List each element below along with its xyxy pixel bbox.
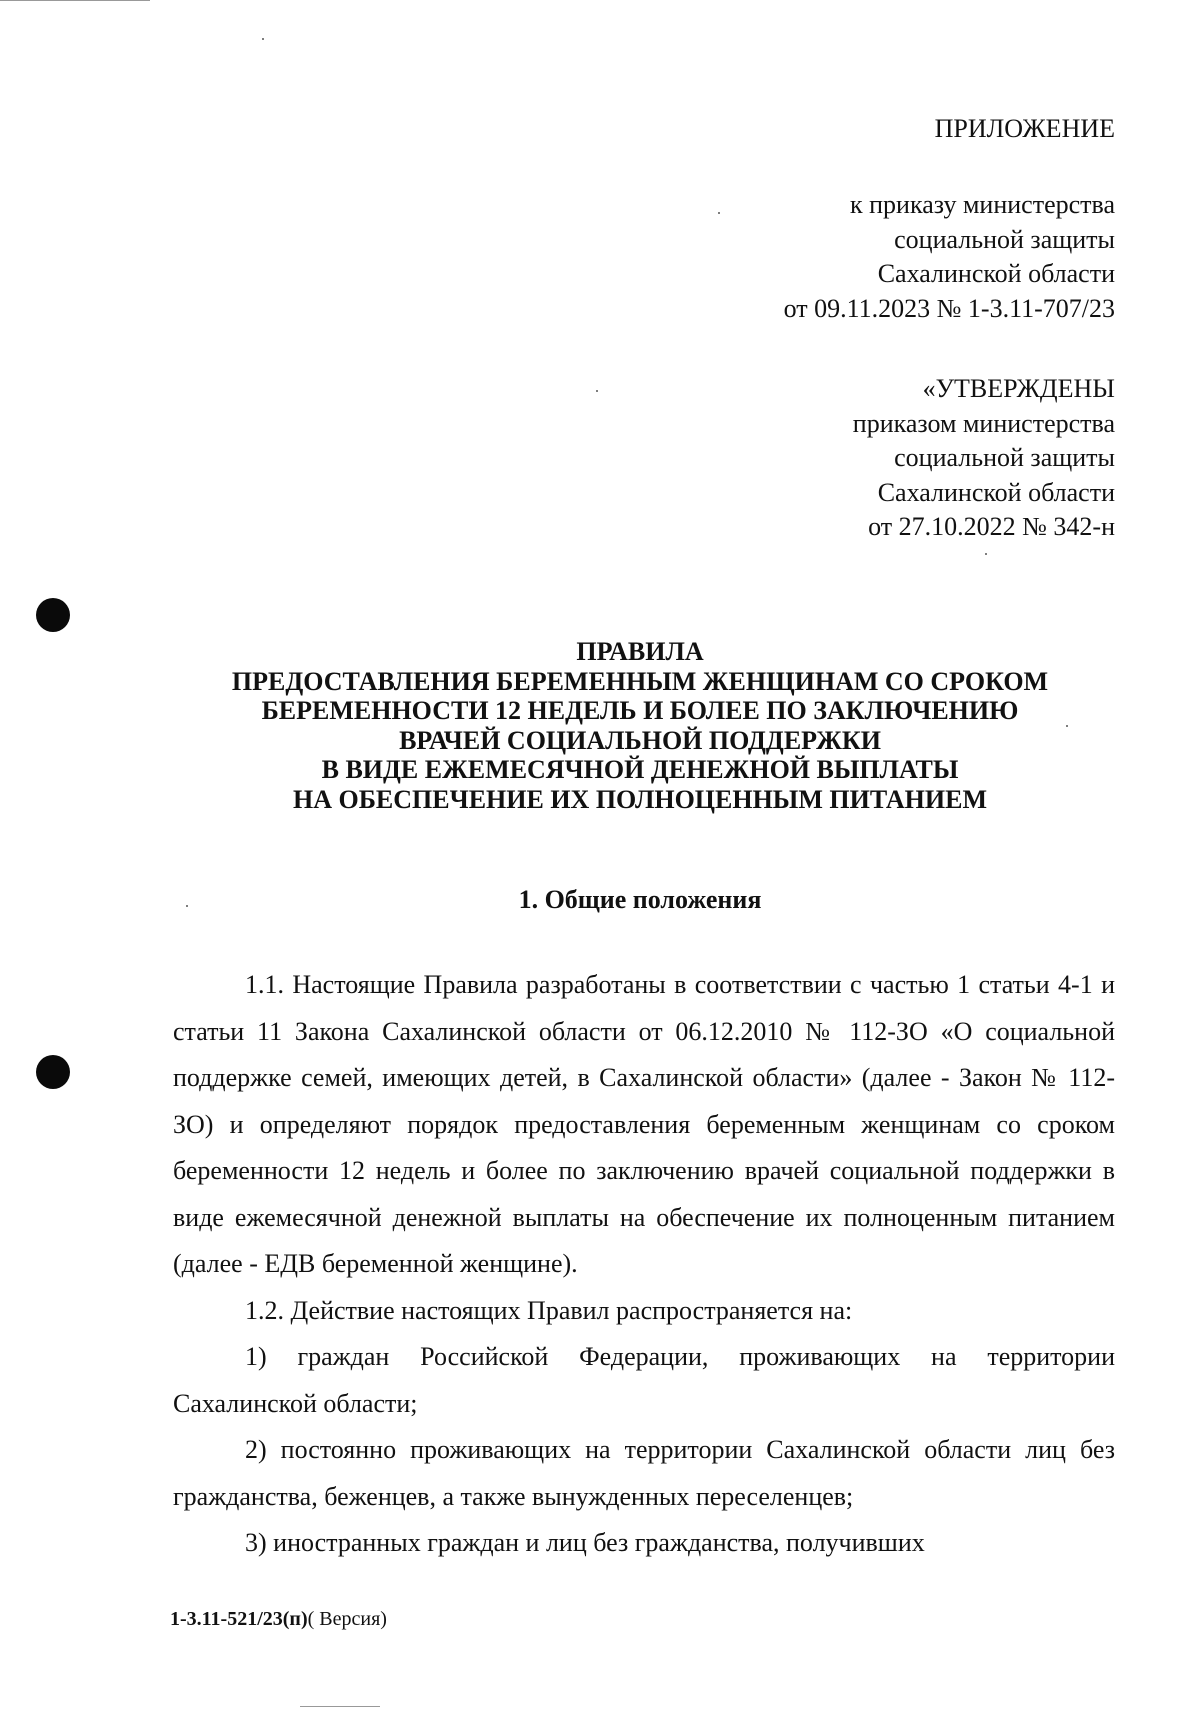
paragraph: 1.2. Действие настоящих Правил распространяется на: <box>245 1295 853 1325</box>
document-code: 1-3.11-521/23(п) <box>170 1608 308 1630</box>
approval-stamp-block <box>853 372 1115 545</box>
order-ref-line: от 09.11.2023 № 1-3.11-707/23 <box>783 293 1115 323</box>
appendix-label-text: ПРИЛОЖЕНИЕ <box>934 114 1115 143</box>
title-line: НА ОБЕСПЕЧЕНИЕ ИХ ПОЛНОЦЕННЫМ ПИТАНИЕМ <box>293 784 987 814</box>
paragraph: 1) граждан Российской Федерации, проживающих на территории Сахалинской области; <box>173 1342 1115 1418</box>
approved-line: приказом министерства <box>852 408 1115 438</box>
title-line: ПРЕДОСТАВЛЕНИЯ БЕРЕМЕННЫМ ЖЕНЩИНАМ СО СРОКОМ <box>231 666 1049 696</box>
punch-hole-mark <box>36 598 70 632</box>
document-title <box>150 637 1130 814</box>
title-line: В ВИДЕ ЕЖЕМЕСЯЧНОЙ ДЕНЕЖНОЙ ВЫПЛАТЫ <box>321 755 959 784</box>
approved-line: Сахалинской области <box>877 477 1115 507</box>
order-ref-line: Сахалинской области <box>877 259 1115 288</box>
title-line: БЕРЕМЕННОСТИ 12 НЕДЕЛЬ И БОЛЕЕ ПО ЗАКЛЮЧЕНИЮ <box>261 696 1019 725</box>
approved-line: от 27.10.2022 № 342-н <box>868 512 1115 541</box>
scan-speck <box>718 212 720 214</box>
order-ref-line: к приказу министерства <box>850 190 1115 219</box>
version-label: ( Версия) <box>307 1608 387 1630</box>
paragraph: 1.1. Настоящие Правила разработаны в соответствии с частью 1 статьи 4-1 и статьи 11 Закона Сахалинской области от 06.12.2010 № 112-ЗО «О социальной поддержке семей, имеющих детей, в Сахалинской области» (далее - Закон № 112-ЗО) и определяют порядок предоставления беременным женщинам со сроком беременности 12 недель и более по заключению врачей социальной поддержки в виде ежемесячной денежной выплаты на обеспечение их полноценным питанием (далее - ЕДВ беременной женщине). <box>173 970 1115 1278</box>
body-text <box>173 962 1115 1567</box>
punch-hole-mark <box>36 1055 70 1089</box>
order-ref-line: социальной защиты <box>894 224 1115 254</box>
order-reference <box>784 188 1115 326</box>
scan-edge-mark <box>0 0 150 1</box>
title-line: ПРАВИЛА <box>576 637 704 666</box>
paragraph: 2) постоянно проживающих на территории Сахалинской области лиц без гражданства, беженцев, а также вынужденных переселенцев; <box>173 1435 1115 1511</box>
appendix-label <box>935 112 1115 147</box>
approved-line: «УТВЕРЖДЕНЫ <box>922 374 1115 403</box>
scan-speck <box>985 553 987 555</box>
page-footer <box>170 1608 387 1631</box>
scan-speck <box>596 390 598 392</box>
title-line: ВРАЧЕЙ СОЦИАЛЬНОЙ ПОДДЕРЖКИ <box>399 725 881 755</box>
paragraph: 3) иностранных граждан и лиц без гражданства, получивших <box>245 1528 925 1557</box>
scan-edge-mark <box>300 1706 380 1707</box>
section-heading: 1. Общие положения <box>518 885 762 914</box>
scan-speck <box>262 38 264 40</box>
approved-line: социальной защиты <box>894 443 1115 472</box>
